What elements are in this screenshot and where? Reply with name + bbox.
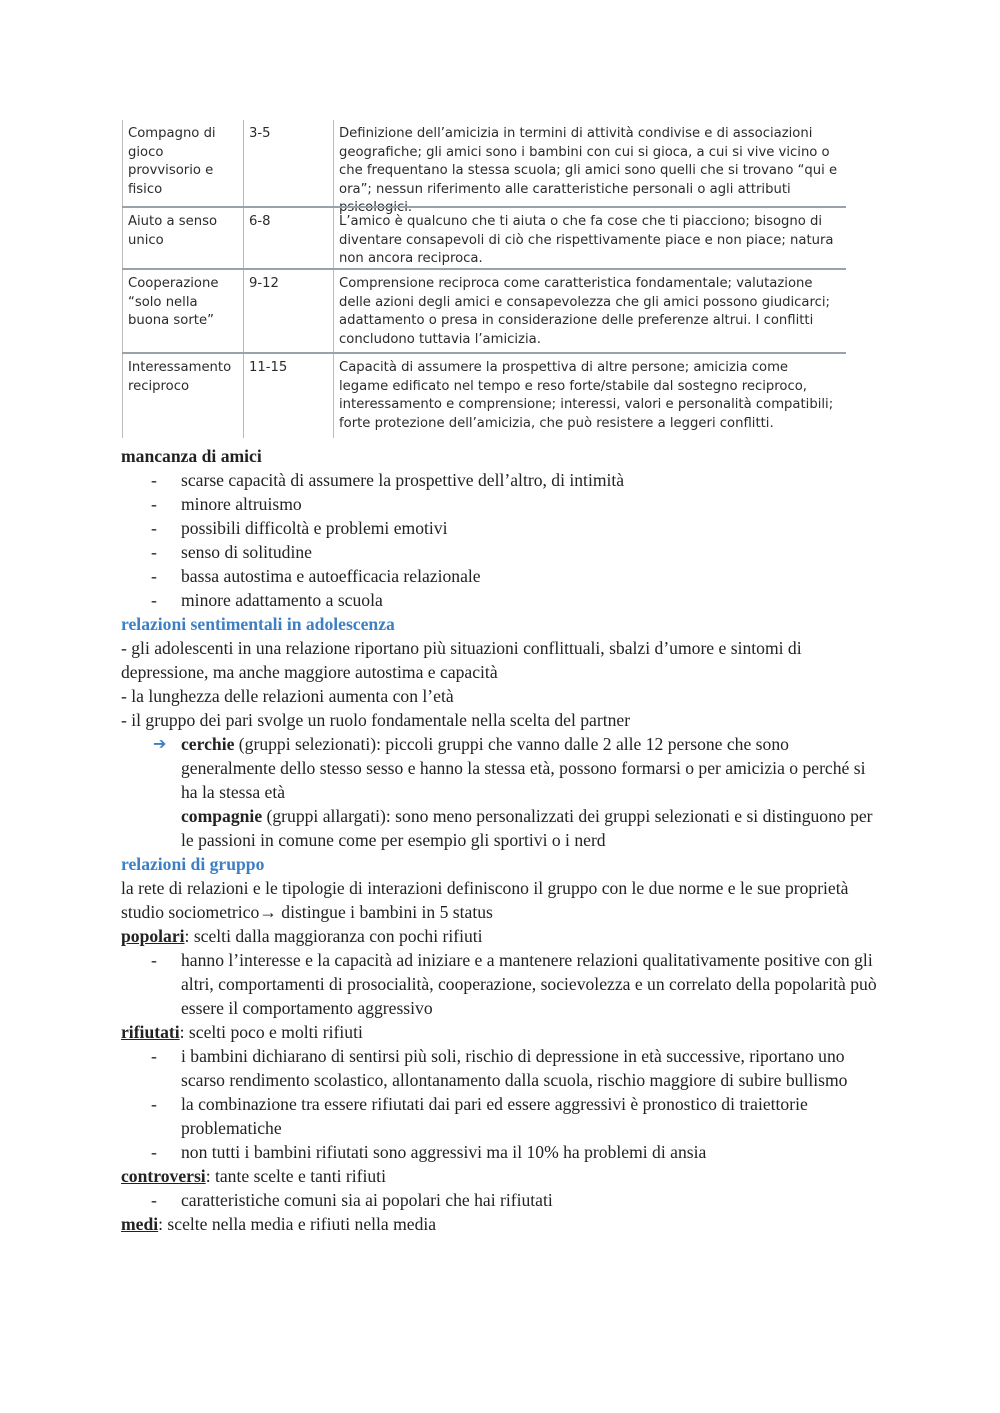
term-cerchie: cerchie bbox=[181, 734, 235, 754]
list-item-text: possibili difficoltà e problemi emotivi bbox=[181, 518, 448, 538]
list-item bbox=[121, 588, 881, 612]
status-definition: : scelti dalla maggioranza con pochi rifiuti bbox=[184, 926, 483, 946]
table-row bbox=[122, 120, 846, 206]
list-item bbox=[121, 1188, 881, 1212]
status-popolari bbox=[121, 924, 881, 948]
dash-marker: - bbox=[151, 566, 157, 586]
paragraph: studio sociometrico→ distingue i bambini in 5 status bbox=[121, 902, 493, 922]
term-compagnie: compagnie bbox=[181, 806, 263, 826]
age-cell: 11-15 bbox=[249, 360, 288, 375]
list-item bbox=[121, 564, 881, 588]
list-item-text: i bambini dichiarano di sentirsi più soli, rischio di depressione in età successive, riportano uno scarso rendimento scolastico, allontanamento dalla scuola, rischio maggiore di subire bullismo bbox=[181, 1046, 848, 1090]
term-definition: (gruppi selezionati): piccoli gruppi che vanno dalle 2 alle 12 persone che sono generalmente dello stesso sesso e hanno la stessa età, possono formarsi o per amicizia o perché si ha la stessa età bbox=[181, 734, 866, 802]
status-definition: : scelti poco e molti rifiuti bbox=[179, 1022, 363, 1042]
stage-cell: Interessamento reciproco bbox=[128, 360, 232, 394]
list-item bbox=[121, 1140, 881, 1164]
dash-marker: - bbox=[151, 518, 157, 538]
paragraph: la rete di relazioni e le tipologie di interazioni definiscono il gruppo con le due norme e le sue proprietà bbox=[121, 878, 849, 898]
status-term: popolari bbox=[121, 926, 185, 946]
status-term: controversi bbox=[121, 1166, 206, 1186]
description-cell: Capacità di assumere la prospettiva di altre persone; amicizia come legame edificato nel tempo e reso forte/stabile dal sostegno reciproco, interessamento e comprensione; interessi, valori e personalità compatibili; forte protezione dell’amicizia, che può resistere a leggeri conflitti. bbox=[339, 360, 834, 431]
list-item-text: hanno l’interesse e la capacità ad iniziare e a mantenere relazioni qualitativamente positive con gli altri, comportamenti di prosocialità, cooperazione, socievolezza e un correlato della popolarità può essere il comportamento aggressivo bbox=[181, 950, 877, 1018]
dash-marker: - bbox=[151, 1046, 157, 1066]
list-item bbox=[121, 1092, 881, 1140]
status-rifiutati bbox=[121, 1020, 881, 1044]
table-row bbox=[122, 270, 846, 356]
list-item-text: senso di solitudine bbox=[181, 542, 312, 562]
indented-item bbox=[121, 804, 881, 852]
age-cell: 6-8 bbox=[249, 214, 271, 229]
mancanza-list bbox=[121, 468, 881, 612]
list-item-text: non tutti i bambini rifiutati sono aggressivi ma il 10% ha problemi di ansia bbox=[181, 1142, 707, 1162]
list-item bbox=[121, 540, 881, 564]
description-cell: Comprensione reciproca come caratteristica fondamentale; valutazione delle azioni degli amici e consapevolezza che gli amici possono giudicarci; adattamento o presa in considerazione delle preferenze altrui. I conflitti concludono tuttavia l’amicizia. bbox=[339, 276, 830, 347]
list-item bbox=[121, 516, 881, 540]
stage-cell: Compagno di gioco provvisorio e fisico bbox=[128, 126, 216, 197]
list-item-text: scarse capacità di assumere la prospettive dell’altro, di intimità bbox=[181, 470, 625, 490]
status-term: medi bbox=[121, 1214, 159, 1234]
status-term: rifiutati bbox=[121, 1022, 180, 1042]
dash-marker: - bbox=[151, 494, 157, 514]
list-item bbox=[121, 468, 881, 492]
section-title-gruppo: relazioni di gruppo bbox=[121, 854, 265, 874]
list-item-text: la combinazione tra essere rifiutati dai pari ed essere aggressivi è pronostico di traiettorie problematiche bbox=[181, 1094, 808, 1138]
arrow-icon: ➔ bbox=[153, 734, 167, 753]
list-item bbox=[121, 1044, 881, 1092]
dash-marker: - bbox=[151, 590, 157, 610]
dash-marker: - bbox=[151, 470, 157, 490]
document-body bbox=[121, 444, 881, 1236]
friendship-stages-table bbox=[122, 120, 846, 438]
stage-cell: Cooperazione “solo nella buona sorte” bbox=[128, 276, 219, 328]
section-title-mancanza: mancanza di amici bbox=[121, 446, 262, 466]
list-item-text: minore adattamento a scuola bbox=[181, 590, 383, 610]
age-cell: 3-5 bbox=[249, 126, 271, 141]
list-item bbox=[121, 948, 881, 1020]
status-definition: : tante scelte e tanti rifiuti bbox=[205, 1166, 386, 1186]
paragraph: - il gruppo dei pari svolge un ruolo fondamentale nella scelta del partner bbox=[121, 710, 631, 730]
dash-marker: - bbox=[151, 950, 157, 970]
rifiutati-list bbox=[121, 1044, 881, 1164]
age-cell: 9-12 bbox=[249, 276, 279, 291]
paragraph: - gli adolescenti in una relazione riportano più situazioni conflittuali, sbalzi d’umore e sintomi di depressione, ma anche maggiore autostima e capacità bbox=[121, 638, 802, 682]
dash-marker: - bbox=[151, 1142, 157, 1162]
dash-marker: - bbox=[151, 1190, 157, 1210]
paragraph: - la lunghezza delle relazioni aumenta con l’età bbox=[121, 686, 454, 706]
dash-marker: - bbox=[151, 542, 157, 562]
arrow-list-item bbox=[121, 732, 881, 804]
controversi-list bbox=[121, 1188, 881, 1212]
dash-marker: - bbox=[151, 1094, 157, 1114]
list-item-text: minore altruismo bbox=[181, 494, 302, 514]
section-title-sentimentali: relazioni sentimentali in adolescenza bbox=[121, 614, 395, 634]
list-item-text: bassa autostima e autoefficacia relazionale bbox=[181, 566, 481, 586]
list-item bbox=[121, 492, 881, 516]
popolari-list bbox=[121, 948, 881, 1020]
list-item-text: caratteristiche comuni sia ai popolari che hai rifiutati bbox=[181, 1190, 553, 1210]
status-controversi bbox=[121, 1164, 881, 1188]
status-medi bbox=[121, 1212, 881, 1236]
description-cell: L’amico è qualcuno che ti aiuta o che fa cose che ti piacciono; bisogno di diventare consapevoli di ciò che rispettivamente piace e non piace; natura non ancora reciproca. bbox=[339, 214, 834, 266]
status-definition: : scelte nella media e rifiuti nella media bbox=[158, 1214, 437, 1234]
description-cell: Definizione dell’amicizia in termini di attività condivise e di associazioni geografiche; gli amici sono i bambini con cui si gioca, a cui si vive vicino o che frequentano la stessa scuola; gli amici sono quelli che si trovano “qui e ora”; nessun riferimento alle caratteristiche personali o agli attributi bbox=[339, 126, 838, 197]
term-definition: (gruppi allargati): sono meno personalizzati dei gruppi selezionati e si distinguono per le passioni in comune come per esempio gli sportivi o i nerd bbox=[181, 806, 873, 850]
table-row bbox=[122, 354, 846, 438]
stage-cell: Aiuto a senso unico bbox=[128, 214, 218, 248]
